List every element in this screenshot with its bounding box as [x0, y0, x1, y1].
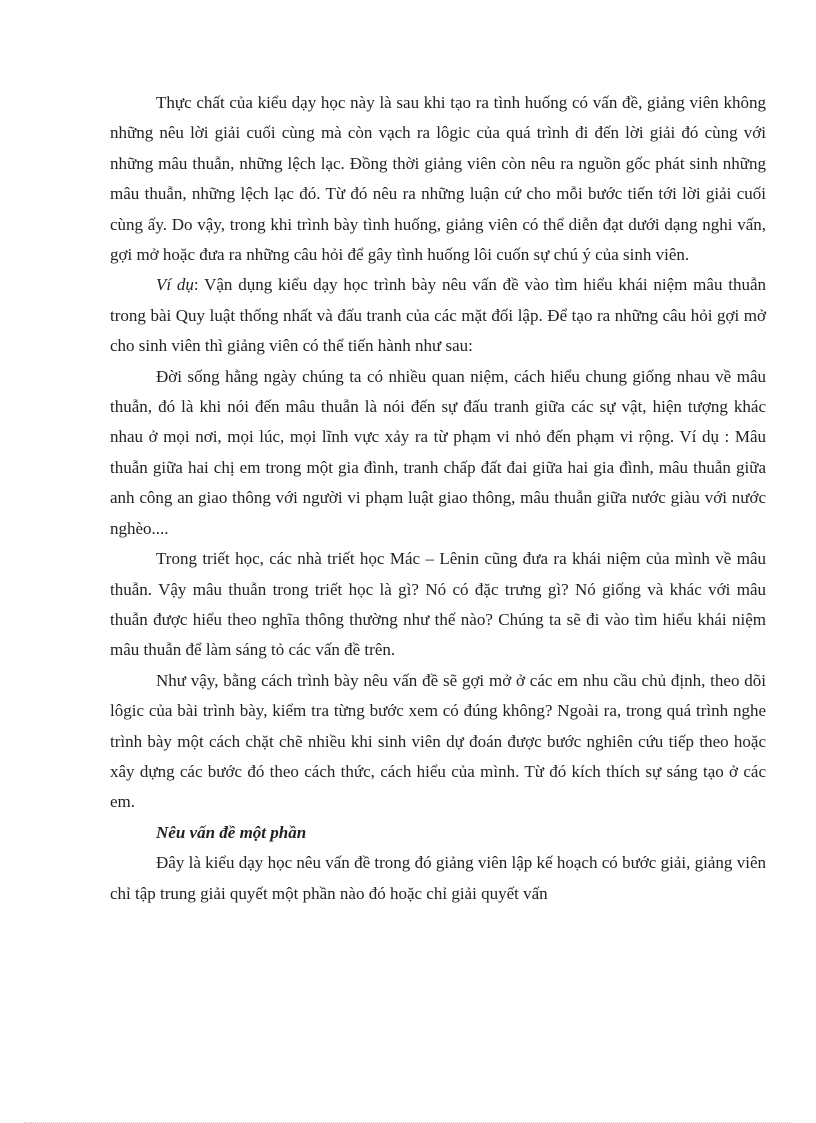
paragraph-4: Trong triết học, các nhà triết học Mác – Lênin cũng đưa ra khái niệm của mình về mâu thuẫn. Vậy mâu thuẫn trong triết học là gì? Nó có đặc trưng gì? Nó giống và khác với mâu thuẫn được hiểu theo nghĩa thông thường như thế nào? Chúng ta sẽ đi vào tìm hiểu khái niệm mâu thuẫn để làm sáng tỏ các vấn đề trên.	[110, 549, 766, 660]
paragraph-1: Thực chất của kiểu dạy học này là sau khi tạo ra tình huống có vấn đề, giảng viên không những nêu lời giải cuối cùng mà còn vạch ra lôgic của quá trình đi đến lời giải đó cùng với những mâu thuẫn, những lệch lạc. Đồng thời giảng viên còn nêu ra nguồn gốc phát sinh những mâu thuẫn, những lệch lạc đó. Từ đó nêu ra những luận cứ cho mỗi bước tiến tới lời giải cuối cùng ấy. Do vậy, trong khi trình bày tình huống, giảng viên có thể diễn đạt dưới dạng nghi vấn, gợi mở hoặc đưa ra những câu hỏi để gây tình huống lôi cuốn sự chú ý của sinh viên.	[110, 93, 766, 265]
example-label: Ví dụ	[156, 275, 194, 295]
document-body	[110, 88, 766, 909]
paragraph-5: Như vậy, bằng cách trình bày nêu vấn đề sẽ gợi mở ở các em nhu cầu chủ định, theo dõi lôgic của bài trình bày, kiểm tra từng bước xem có đúng không? Ngoài ra, trong quá trình nghe trình bày một cách chặt chẽ nhiều khi sinh viên dự đoán được bước nghiên cứu tiếp theo hoặc xây dựng các bước đó theo cách thức, cách hiểu của mình. Từ đó kích thích sự sáng tạo ở các em.	[110, 670, 766, 812]
paragraph-2-text: : Vận dụng kiểu dạy học trình bày nêu vấn đề vào tìm hiểu khái niệm mâu thuẫn trong bài Quy luật thống nhất và đấu tranh của các mặt đối lập. Để tạo ra những câu hỏi gợi mở cho sinh viên thì giảng viên có thể tiến hành như sau:	[110, 275, 767, 356]
paragraph-2	[110, 270, 766, 361]
section-heading: Nêu vấn đề một phần	[156, 822, 307, 842]
paragraph-3: Đời sống hằng ngày chúng ta có nhiều quan niệm, cách hiểu chung giống nhau về mâu thuẫn, đó là khi nói đến mâu thuẫn là nói đến sự đấu tranh giữa các sự vật, hiện tượng khác nhau ở mọi nơi, mọi lúc, mọi lĩnh vực xảy ra từ phạm vi nhỏ đến phạm vi rộng. Ví dụ : Mâu thuẫn giữa hai chị em trong một gia đình, tranh chấp đất đai giữa hai gia đình, mâu thuẫn giữa anh công an giao thông với người vi phạm luật giao thông, mâu thuẫn giữa nước giàu với nước nghèo....	[110, 366, 766, 538]
paragraph-6: Đây là kiểu dạy học nêu vấn đề trong đó giảng viên lập kế hoạch có bước giải, giảng viên chỉ tập trung giải quyết một phần nào đó hoặc chỉ giải quyết vấn	[110, 853, 766, 903]
